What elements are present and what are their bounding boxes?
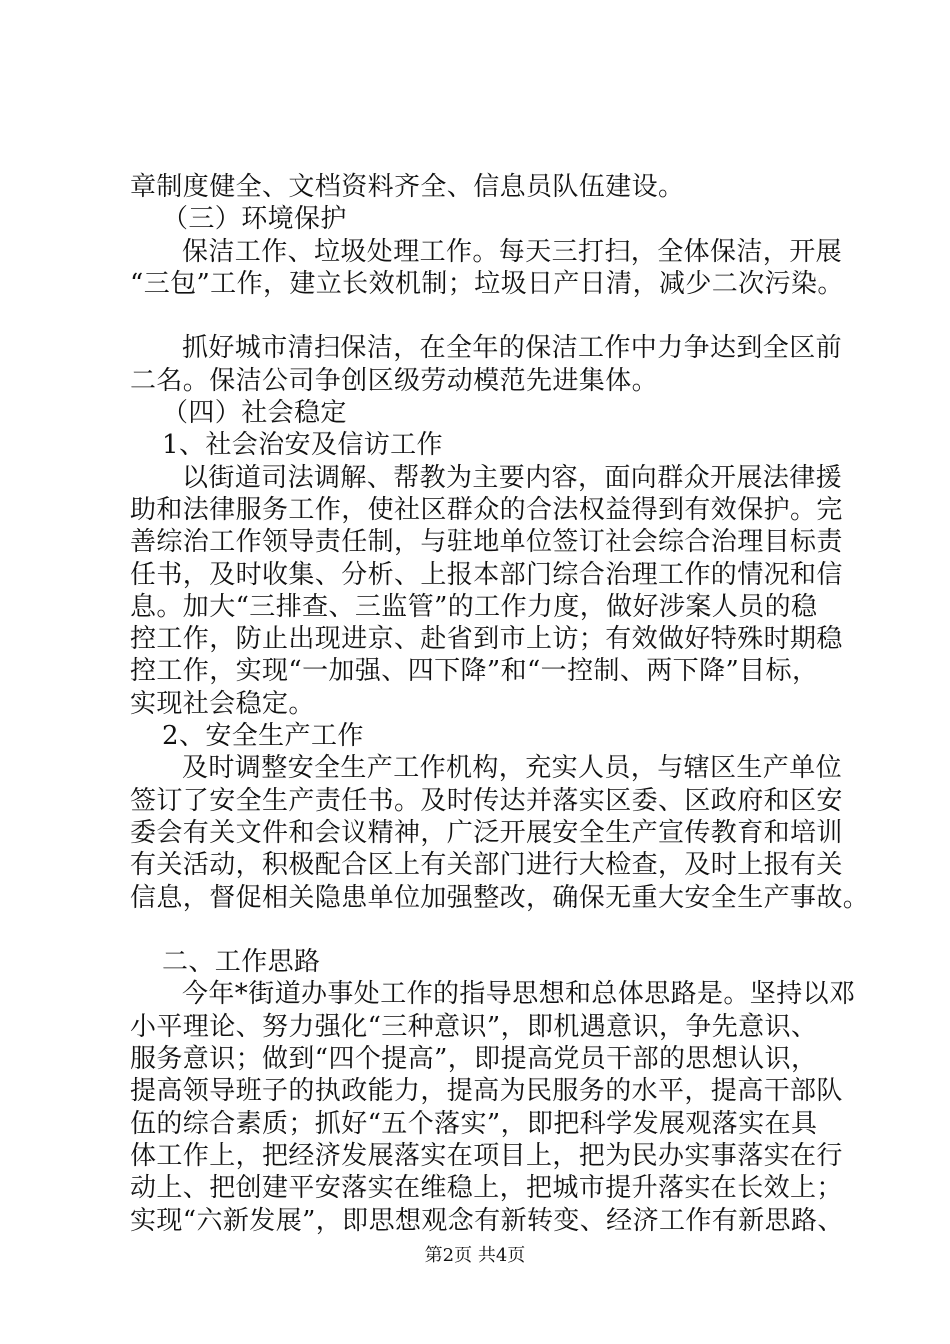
section-heading-work-ideas: 二、工作思路 [162, 947, 321, 978]
text-line: 体工作上，把经济发展落实在项目上，把为民办实事落实在行 [130, 1140, 843, 1171]
paragraph-gap [130, 914, 845, 946]
text-line: 二名。保洁公司争创区级劳动模范先进集体。 [130, 365, 659, 396]
text-line: 动上、把创建平安落实在维稳上，把城市提升落实在长效上； [130, 1173, 843, 1204]
text-line: 保洁工作、垃圾处理工作。每天三打扫，全体保洁，开展 [182, 236, 843, 267]
text-line: 签订了安全生产责任书。及时传达并落实区委、区政府和区安 [130, 785, 843, 816]
text-line: 提高领导班子的执政能力，提高为民服务的水平，提高干部队 [130, 1076, 843, 1107]
text-line: 以街道司法调解、帮教为主要内容，面向群众开展法律援 [182, 462, 843, 493]
text-line: 息。加大“三排查、三监管”的工作力度，做好涉案人员的稳 [130, 591, 818, 622]
text-line: 及时调整安全生产工作机构，充实人员，与辖区生产单位 [182, 753, 843, 784]
text-line: 实现社会稳定。 [130, 688, 315, 719]
section-heading-environment: （三）环境保护 [162, 204, 347, 235]
text-line: 抓好城市清扫保洁，在全年的保洁工作中力争达到全区前 [182, 333, 843, 364]
text-line: 小平理论、努力强化“三种意识”，即机遇意识，争先意识、 [130, 1011, 818, 1042]
document-body [130, 171, 870, 1237]
text-line: 实现“六新发展”，即思想观念有新转变、经济工作有新思路、 [130, 1205, 844, 1236]
text-line: 控工作，防止出现进京、赴省到市上访；有效做好特殊时期稳 [130, 624, 843, 655]
subsection-heading-safety: 2、安全生产工作 [162, 721, 364, 752]
text-line: 今年*街道办事处工作的指导思想和总体思路是。坚持以邓 [182, 979, 856, 1010]
page-number-footer: 第2页 共4页 [424, 1245, 526, 1266]
text-line: 善综治工作领导责任制，与驻地单位签订社会综合治理目标责 [130, 527, 843, 558]
text-line: 伍的综合素质；抓好“五个落实”，即把科学发展观落实在具 [130, 1108, 818, 1139]
paragraph-gap [130, 300, 845, 332]
text-line: 委会有关文件和会议精神，广泛开展安全生产宣传教育和培训 [130, 817, 843, 848]
text-line: 任书，及时收集、分析、上报本部门综合治理工作的情况和信 [130, 559, 843, 590]
text-line: 有关活动，积极配合区上有关部门进行大检查，及时上报有关 [130, 850, 843, 881]
subsection-heading-security: 1、社会治安及信访工作 [162, 430, 443, 461]
text-line: 服务意识；做到“四个提高”，即提高党员干部的思想认识， [130, 1044, 818, 1075]
text-line: “三包”工作，建立长效机制；垃圾日产日清，减少二次污染。 [130, 268, 844, 299]
text-line: 章制度健全、文档资料齐全、信息员队伍建设。 [130, 172, 685, 202]
text-line: 控工作，实现“一加强、四下降”和“一控制、两下降”目标， [130, 656, 819, 687]
section-heading-social-stability: （四）社会稳定 [162, 398, 347, 429]
text-line: 助和法律服务工作，使社区群众的合法权益得到有效保护。完 [130, 494, 843, 525]
text-line: 信息，督促相关隐患单位加强整改，确保无重大安全生产事故。 [130, 882, 870, 913]
